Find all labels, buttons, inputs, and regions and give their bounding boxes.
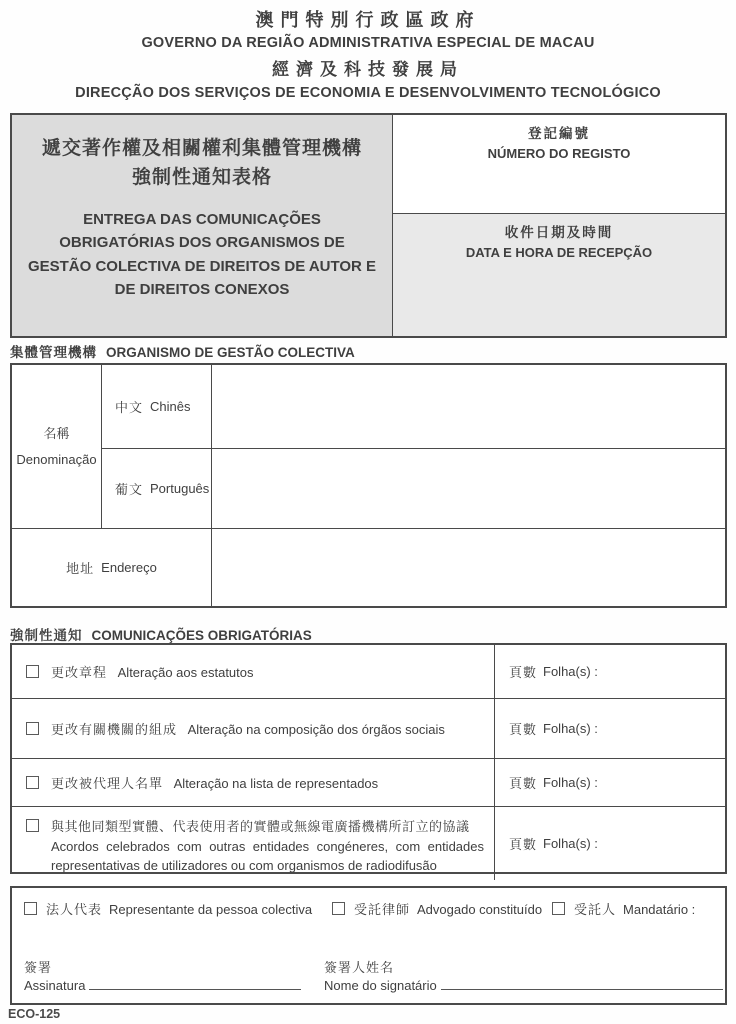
- signatory-name-label-pt: Nome do signatário: [324, 978, 437, 993]
- registry-number-label-zh: 登記編號: [528, 126, 590, 141]
- name-portuguese-label: 葡文 Português: [102, 449, 212, 529]
- comm-row-represented: 更改被代理人名單 Alteração na lista de representados: [12, 759, 495, 807]
- pages-cell-2[interactable]: 頁數 Folha(s) :: [495, 699, 725, 759]
- registry-number-label-pt: NÚMERO DO REGISTO: [487, 145, 631, 161]
- signature-label-zh: 簽署: [24, 960, 53, 975]
- reception-datetime-cell: [393, 214, 725, 336]
- statutes-checkbox[interactable]: [26, 665, 39, 678]
- signatory-name-line[interactable]: [441, 978, 723, 990]
- signature-line-row: [24, 978, 301, 993]
- reception-datetime-field[interactable]: [393, 262, 725, 302]
- denomination-label: 名稱 Denominação: [12, 365, 102, 529]
- pages-cell-4[interactable]: 頁數 Folha(s) :: [509, 835, 598, 852]
- signature-line[interactable]: [89, 978, 301, 990]
- reception-label-zh: 收件日期及時間: [504, 225, 614, 240]
- organism-section-heading: 集體管理機構 ORGANISMO DE GESTÃO COLECTIVA: [10, 345, 355, 360]
- legal-representative-checkbox[interactable]: [24, 902, 37, 915]
- form-code: ECO-125: [8, 1007, 61, 1021]
- form-title-pt: ENTREGA DAS COMUNICAÇÕES OBRIGATÓRIAS DOS ORGANISMOS DE GESTÃO COLECTIVA DE DIREITOS DE AUTOR E DE DIREITOS CONEXOS: [27, 211, 377, 298]
- comm-row-agreements: 與其他同類型實體、代表使用者的實體或無線電廣播機構所訂立的協議 Acordos celebrados com outras entidades congéneres, com entidades representativas de utilizadores ou com organismos de radiodifusão: [12, 807, 495, 880]
- signatory-name-label-zh: 簽署人姓名: [324, 960, 395, 975]
- name-chinese-label: 中文 Chinês: [102, 365, 212, 449]
- form-title-cell: [12, 115, 393, 336]
- signatory-line-row: [324, 978, 723, 993]
- address-field[interactable]: [212, 529, 725, 606]
- mandatary-checkbox[interactable]: [552, 902, 565, 915]
- organs-checkbox[interactable]: [26, 722, 39, 735]
- signature-box: [10, 886, 727, 1005]
- communications-table: [10, 643, 727, 874]
- signature-label-pt: Assinatura: [24, 978, 86, 993]
- comm-row-statutes: 更改章程 Alteração aos estatutos: [12, 645, 495, 699]
- name-portuguese-field[interactable]: [212, 449, 725, 529]
- registry-number-field[interactable]: [393, 163, 725, 203]
- option-mandatary: 受託人 Mandatário :: [552, 899, 695, 918]
- name-chinese-field[interactable]: [212, 365, 725, 449]
- reception-label-pt: DATA E HORA DE RECEPÇÃO: [465, 244, 653, 260]
- title-registry-block: [10, 113, 727, 338]
- registry-number-cell: [393, 115, 725, 214]
- represented-checkbox[interactable]: [26, 776, 39, 789]
- government-name-zh: 澳門特別行政區政府: [255, 10, 481, 30]
- option-legal-representative: 法人代表 Representante da pessoa colectiva: [24, 899, 312, 918]
- communications-section-heading: 強制性通知 COMUNICAÇÕES OBRIGATÓRIAS: [10, 628, 312, 643]
- form-title-zh: 遞交著作權及相關權利集體管理機構 強制性通知表格: [41, 138, 362, 188]
- government-header: [0, 8, 736, 104]
- organism-table: [10, 363, 727, 608]
- lawyer-checkbox[interactable]: [332, 902, 345, 915]
- agreements-checkbox[interactable]: [26, 819, 39, 832]
- department-name-zh: 經濟及科技發展局: [272, 59, 464, 79]
- pages-cell-3[interactable]: 頁數 Folha(s) :: [495, 759, 725, 807]
- address-label: 地址 Endereço: [12, 529, 212, 606]
- pages-cell-1[interactable]: 頁數 Folha(s) :: [495, 645, 725, 699]
- department-name-pt: DIRECÇÃO DOS SERVIÇOS DE ECONOMIA E DESENVOLVIMENTO TECNOLÓGICO: [75, 85, 661, 102]
- comm-row-organs: 更改有關機關的組成 Alteração na composição dos órgãos sociais: [12, 699, 495, 759]
- option-lawyer: 受託律師 Advogado constituído: [332, 899, 542, 918]
- government-name-pt: GOVERNO DA REGIÃO ADMINISTRATIVA ESPECIAL DE MACAU: [141, 35, 595, 52]
